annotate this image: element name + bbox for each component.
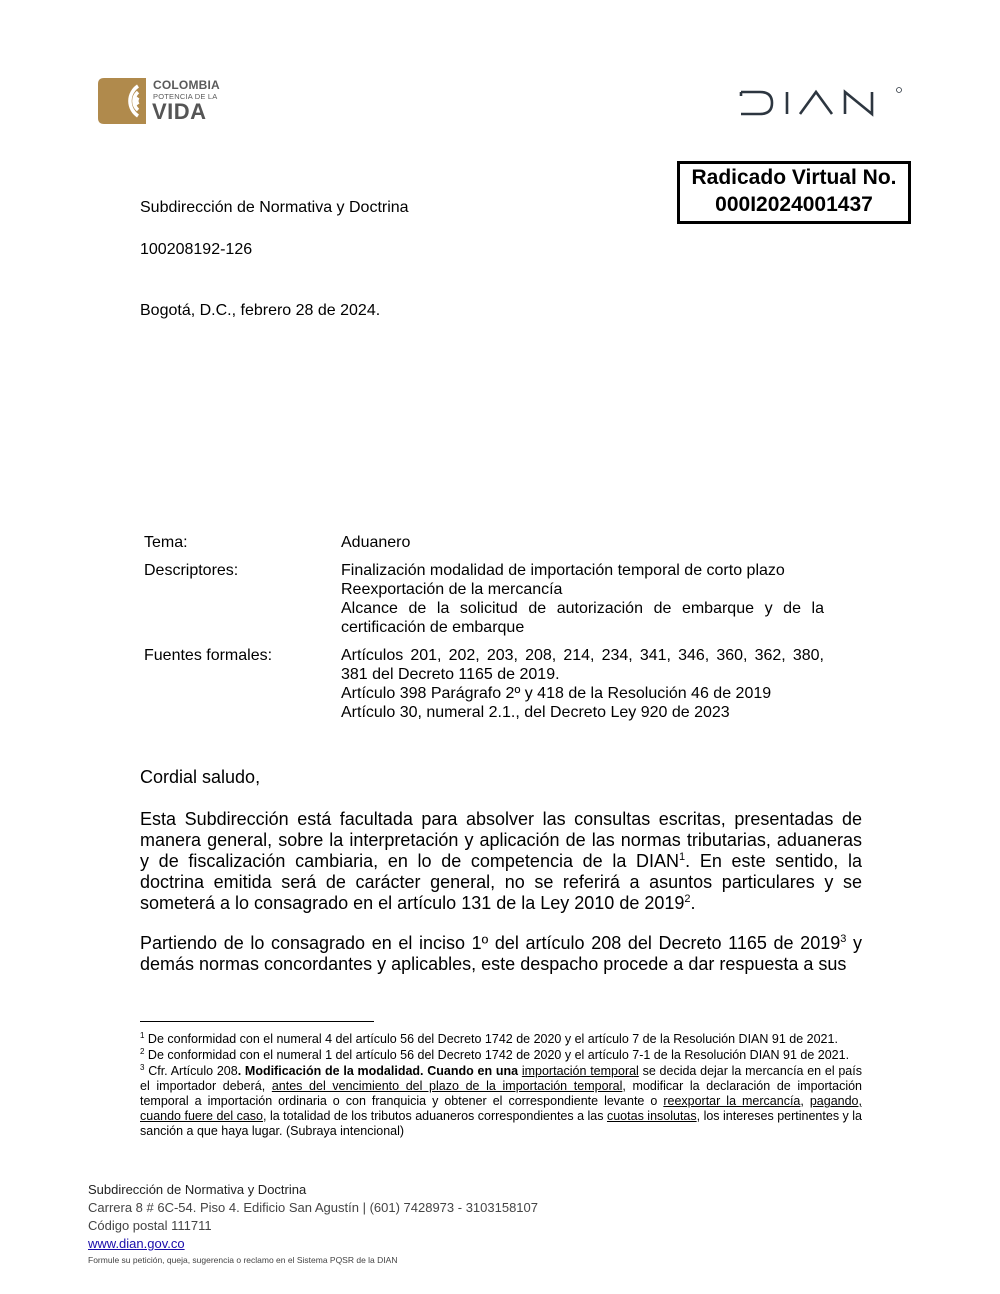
descriptor-item: Finalización modalidad de importación temporal de corto plazo — [341, 562, 785, 579]
footer-address: Carrera 8 # 6C-54. Piso 4. Edificio San Agustín | (601) 7428973 - 3103158107 — [88, 1200, 538, 1215]
radicado-title: Radicado Virtual No. — [691, 166, 897, 189]
reference-number: 100208192-126 — [140, 241, 253, 258]
footnote-separator — [140, 1021, 374, 1022]
descriptor-item: Alcance de la solicitud de autorización de embarque y de la certificación de embarque — [341, 600, 824, 636]
descriptor-item: Reexportación de la mercancía — [341, 581, 563, 598]
dian-logo — [738, 86, 904, 120]
descriptores-value — [341, 552, 824, 637]
descriptores-label: Descriptores: — [144, 562, 239, 579]
logo-line-colombia: COLOMBIA — [153, 78, 220, 92]
footer-postal-code: Código postal 111711 — [88, 1218, 212, 1233]
fuentes-value — [341, 637, 824, 722]
fuente-item: Artículo 398 Parágrafo 2º y 418 de la Resolución 46 de 2019 — [341, 685, 772, 702]
meta-row-tema — [144, 533, 824, 552]
metadata-table — [144, 533, 824, 722]
page-footer — [88, 1181, 538, 1267]
paragraph-2: Partiendo de lo consagrado en el inciso 1º del artículo 208 del Decreto 1165 de 2019$^3$ y demás normas concordantes y aplicables, este despacho procede a dar respuesta a sus — [140, 933, 862, 974]
footer-website-link[interactable]: www.dian.gov.co — [88, 1236, 185, 1251]
fuente-item: Artículos 201, 202, 203, 208, 214, 234, 341, 346, 360, 362, 380, 381 del Decreto 1165 de 2019. — [341, 647, 824, 683]
footnote-ref-1[interactable]: 1 — [679, 851, 686, 863]
footnote-2: $^2$ De conformidad con el numeral 1 del artículo 56 del Decreto 1742 de 2020 y el artículo 7-1 de la Resolución DIAN 91 de 2021. — [140, 1046, 850, 1062]
logo-line-potencia: POTENCIA DE LA — [153, 92, 218, 101]
footnote-1: $^1$ De conformidad con el numeral 4 del artículo 56 del Decreto 1742 de 2020 y el artículo 7 de la Resolución DIAN 91 de 2021. — [140, 1030, 838, 1046]
tema-label: Tema: — [144, 534, 188, 551]
footer-department: Subdirección de Normativa y Doctrina — [88, 1182, 307, 1197]
footnotes — [140, 1032, 862, 1140]
greeting: Cordial saludo, — [140, 767, 261, 787]
department-line: Subdirección de Normativa y Doctrina — [140, 199, 409, 216]
fuente-item: Artículo 30, numeral 2.1., del Decreto Ley 920 de 2023 — [341, 704, 730, 721]
colombia-potencia-de-la-vida-logo — [98, 76, 238, 126]
footer-pqsr-note: Formule su petición, queja, sugerencia o reclamo en el Sistema PQSR de la DIAN — [88, 1255, 398, 1265]
fuentes-label: Fuentes formales: — [144, 647, 273, 664]
footnote-3: $^3$ Cfr. Artículo 208. Modificación de la modalidad. Cuando en una importación temporal se decida dejar la mercancía en el país el importador deberá, antes del vencimiento del plazo de la importación temporal, modificar la declaración de importación temporal a importación ordinaria o con franquicia y obtener el correspondiente levante o reexportar la mercancía, pagando, cuando fuere del caso, la totalidad de los tributos aduaneros correspondientes a las cuotas insolutas, los intereses pertinentes y la sanción a que haya lugar. (Subraya intencional) — [140, 1062, 863, 1138]
footnote-ref-2[interactable]: 2 — [684, 893, 691, 905]
meta-row-fuentes — [144, 637, 824, 722]
place-date: Bogotá, D.C., febrero 28 de 2024. — [140, 302, 381, 319]
radicado-box — [677, 161, 911, 224]
paragraph-1: Esta Subdirección está facultada para absolver las consultas escritas, presentadas de manera general, sobre la interpretación y aplicación de las normas tributarias, aduaneras y de fiscalización cambiaria, en lo de competencia de la DIAN$^1$. En este sentido, la doctrina emitida será de carácter general, no se referirá a asuntos particulares y se someterá a lo consagrado en el artículo 131 de la Ley 2010 de 2019$^2$. — [140, 809, 862, 913]
meta-row-descriptores — [144, 552, 824, 637]
logo-line-vida: VIDA — [152, 99, 207, 124]
footnote-ref-3[interactable]: 3 — [840, 933, 847, 945]
radicado-number: 000I2024001437 — [715, 193, 873, 216]
tema-value: Aduanero — [341, 534, 411, 551]
colombia-brand-mark-icon — [98, 78, 146, 124]
